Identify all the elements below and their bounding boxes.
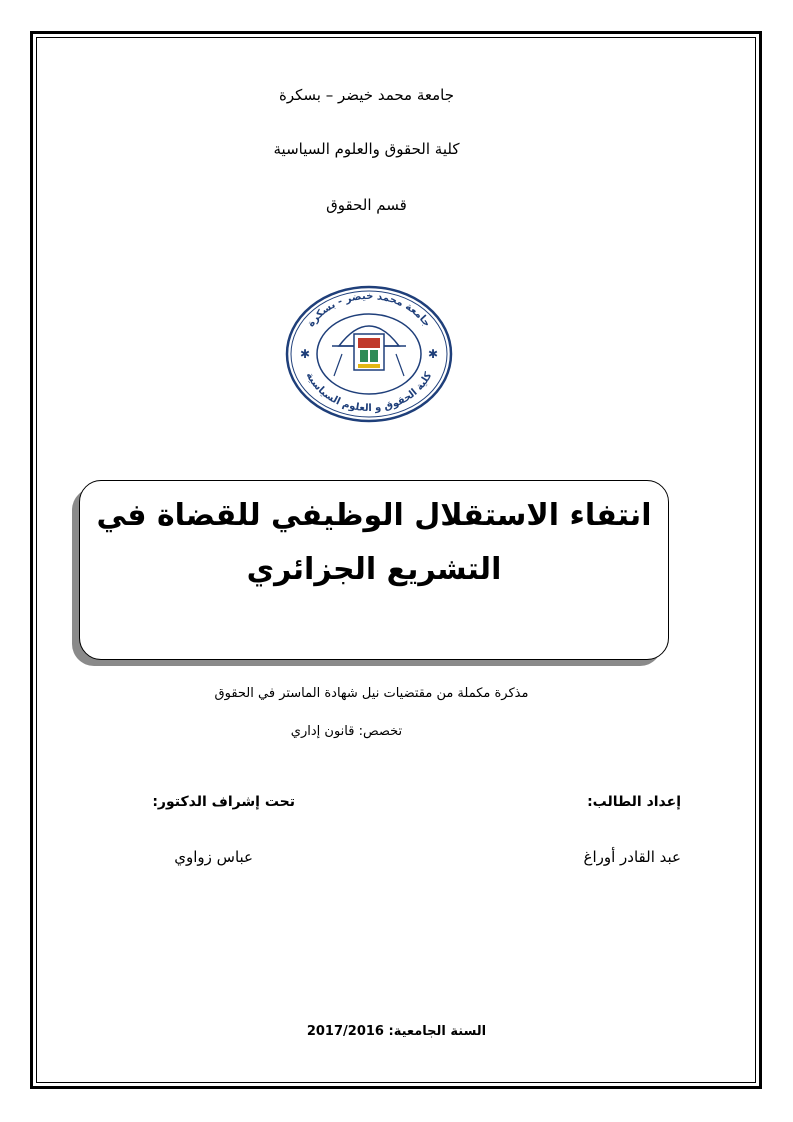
student-label: إعداد الطالب: (587, 794, 681, 810)
student-name: عبد القادر أوراغ (583, 848, 681, 866)
university-seal-logo (284, 284, 454, 424)
department-name: قسم الحقوق (326, 196, 407, 214)
svg-text:✱: ✱ (300, 347, 311, 361)
svg-text:كلية الحقوق و العلوم السياسية: كلية الحقوق و العلوم السياسية (303, 370, 435, 415)
thesis-title-line-1: انتفاء الاستقلال الوظيفي للقضاة في (96, 498, 652, 533)
specialty: تخصص: قانون إداري (290, 724, 403, 739)
memo-description: مذكرة مكملة من مقتضيات نيل شهادة الماستر في الحقوق (214, 686, 529, 701)
faculty-name: كلية الحقوق والعلوم السياسية (273, 140, 460, 158)
svg-text:✱: ✱ (428, 347, 439, 361)
university-name: جامعة محمد خيضر – بسكرة (278, 86, 455, 104)
supervisor-label: تحت إشراف الدكتور: (152, 794, 295, 810)
academic-year: السنة الجامعية: 2017/2016 (306, 1024, 487, 1039)
supervisor-name: عباس زواوي (174, 848, 253, 866)
svg-text:جامعة محمد خيضر - بسكرة: جامعة محمد خيضر - بسكرة (305, 290, 433, 330)
thesis-title-line-2: التشريع الجزائري (246, 552, 502, 587)
